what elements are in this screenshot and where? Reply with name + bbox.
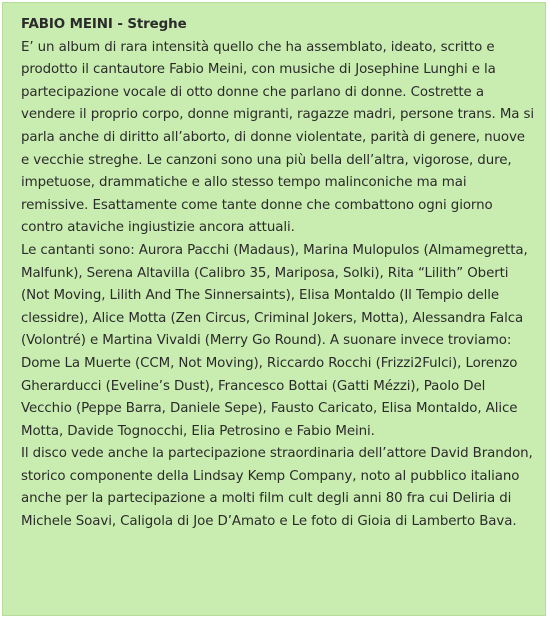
review-title: FABIO MEINI - Streghe (21, 17, 187, 32)
review-paragraph-intro: E’ un album di rara intensità quello che ha assemblato, ideato, scritto e prodotto il cantautore Fabio Meini, con musiche di Josephine Lunghi e la partecipazione vocale di otto donne che parlano di donne. Costrette a vendere il proprio corpo, donne migranti, ragazze madri, persone trans. Ma si parla anche di diritto all’aborto, di donne violentate, parità di genere, nuove e vecchie streghe. Le canzoni sono una più bella dell’altra, vigorose, dure, impetuose, drammatiche e allo stesso tempo malinconiche ma mai remissive. Esattamente come tante donne che combattono ogni giorno contro ataviche ingiustizie ancora attuali. (21, 39, 535, 236)
review-paragraph-guest: Il disco vede anche la partecipazione straordinaria dell’attore David Brandon, storico componente della Lindsay Kemp Company, noto al pubblico italiano anche per la partecipazione a molti film cult degli anni 80 fra cui Deliria di Michele Soavi, Caligola di Joe D’Amato e Le foto di Gioia di Lamberto Bava. (21, 446, 533, 530)
review-panel (2, 2, 546, 616)
review-paragraph-credits: Le cantanti sono: Aurora Pacchi (Madaus), Marina Mulopulos (Almamegretta, Malfunk), Serena Altavilla (Calibro 35, Mariposa, Solki), Rita “Lilith” Oberti (Not Moving, Lilith And The Sinnersaints), Elisa Montaldo (Il Tempio delle clessidre), Alice Motta (Zen Circus, Criminal Jokers, Motta), Alessandra Falca (Volontré) e Martina Vivaldi (Merry Go Round). A suonare invece troviamo: Dome La Muerte (CCM, Not Moving), Riccardo Rocchi (Frizzi2Fulci), Lorenzo Gherarducci (Eveline’s Dust), Francesco Bottai (Gatti Mézzi), Paolo Del Vecchio (Peppe Barra, Daniele Sepe), Fausto Caricato, Elisa Montaldo, Alice Motta, Davide Tognocchi, Elia Petrosino e Fabio Meini. (21, 242, 528, 439)
